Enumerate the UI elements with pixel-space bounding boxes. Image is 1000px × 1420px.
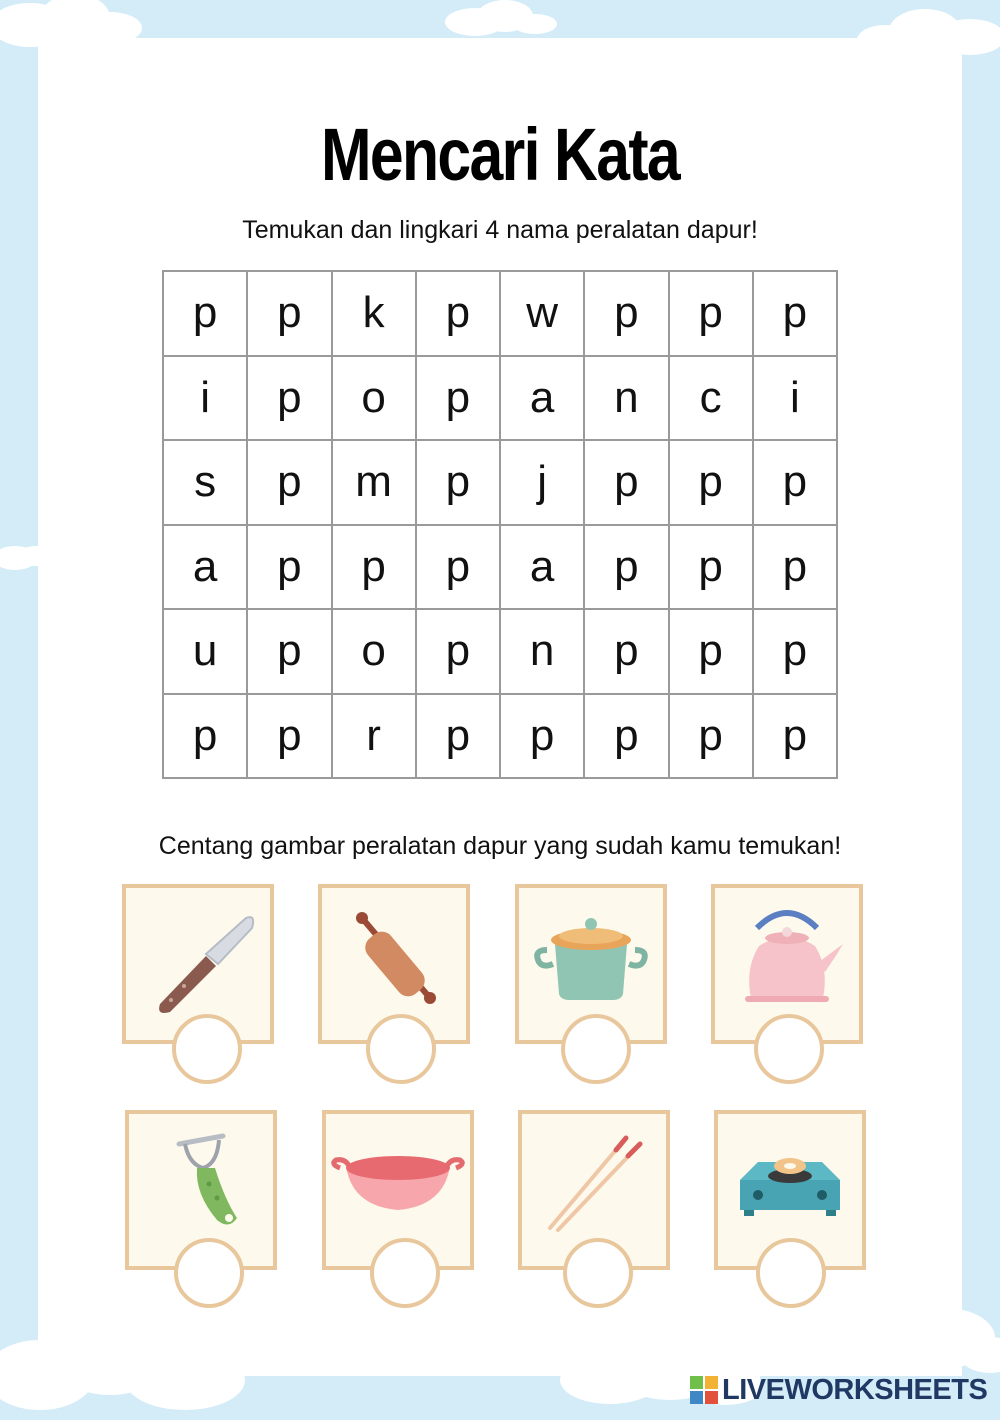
cloud-top-center-icon bbox=[440, 0, 560, 40]
find-instruction: Temukan dan lingkari 4 nama peralatan dapur! bbox=[242, 216, 758, 244]
grid-cell[interactable]: n bbox=[585, 357, 669, 442]
checkbox-kettle[interactable] bbox=[754, 1014, 824, 1084]
checkbox-wok[interactable] bbox=[370, 1238, 440, 1308]
grid-cell[interactable]: a bbox=[501, 357, 585, 442]
grid-cell[interactable]: p bbox=[585, 441, 669, 526]
rolling-pin-icon bbox=[322, 888, 466, 1018]
grid-cell[interactable]: p bbox=[248, 357, 332, 442]
liveworksheets-logo bbox=[690, 1372, 990, 1408]
grid-cell[interactable]: i bbox=[754, 357, 838, 442]
grid-cell[interactable]: p bbox=[585, 272, 669, 357]
grid-cell[interactable]: p bbox=[333, 526, 417, 611]
grid-cell[interactable]: c bbox=[670, 357, 754, 442]
cloud-top-right-icon bbox=[855, 5, 1000, 60]
grid-cell[interactable]: p bbox=[670, 441, 754, 526]
grid-cell[interactable]: u bbox=[164, 610, 248, 695]
grid-cell[interactable]: p bbox=[417, 272, 501, 357]
grid-cell[interactable]: n bbox=[501, 610, 585, 695]
checkbox-cooking-pot[interactable] bbox=[561, 1014, 631, 1084]
grid-cell[interactable]: p bbox=[164, 695, 248, 780]
checkbox-knife[interactable] bbox=[172, 1014, 242, 1084]
cooking-pot-icon bbox=[519, 888, 663, 1018]
grid-cell[interactable]: p bbox=[754, 695, 838, 780]
wok-icon bbox=[326, 1114, 470, 1244]
cloud-top-left-icon bbox=[0, 0, 150, 50]
grid-cell[interactable]: w bbox=[501, 272, 585, 357]
grid-cell[interactable]: a bbox=[501, 526, 585, 611]
grid-cell[interactable]: p bbox=[417, 695, 501, 780]
grid-cell[interactable]: o bbox=[333, 610, 417, 695]
grid-cell[interactable]: p bbox=[585, 610, 669, 695]
grid-cell[interactable]: a bbox=[164, 526, 248, 611]
grid-cell[interactable]: p bbox=[417, 357, 501, 442]
liveworksheets-logo-icon bbox=[690, 1376, 718, 1404]
grid-cell[interactable]: p bbox=[670, 695, 754, 780]
grid-cell[interactable]: s bbox=[164, 441, 248, 526]
grid-cell[interactable]: p bbox=[417, 441, 501, 526]
checkbox-peeler[interactable] bbox=[174, 1238, 244, 1308]
grid-cell[interactable]: i bbox=[164, 357, 248, 442]
grid-cell[interactable]: p bbox=[754, 441, 838, 526]
brand-name: LIVEWORKSHEETS bbox=[722, 1373, 988, 1406]
grid-cell[interactable]: o bbox=[333, 357, 417, 442]
word-search-grid bbox=[162, 270, 838, 779]
chopsticks-icon bbox=[522, 1114, 666, 1244]
checkbox-rolling-pin[interactable] bbox=[366, 1014, 436, 1084]
grid-cell[interactable]: m bbox=[333, 441, 417, 526]
grid-cell[interactable]: p bbox=[248, 695, 332, 780]
grid-cell[interactable]: p bbox=[670, 610, 754, 695]
grid-cell[interactable]: p bbox=[248, 441, 332, 526]
checkbox-chopsticks[interactable] bbox=[563, 1238, 633, 1308]
grid-cell[interactable]: p bbox=[248, 526, 332, 611]
peeler-icon bbox=[129, 1114, 273, 1244]
grid-cell[interactable]: k bbox=[333, 272, 417, 357]
grid-cell[interactable]: p bbox=[670, 272, 754, 357]
grid-cell[interactable]: r bbox=[333, 695, 417, 780]
grid-cell[interactable]: p bbox=[585, 695, 669, 780]
grid-cell[interactable]: j bbox=[501, 441, 585, 526]
cloud-bottom-left-icon bbox=[0, 1300, 250, 1420]
grid-cell[interactable]: p bbox=[417, 526, 501, 611]
grid-cell[interactable]: p bbox=[164, 272, 248, 357]
grid-cell[interactable]: p bbox=[754, 526, 838, 611]
grid-cell[interactable]: p bbox=[417, 610, 501, 695]
page-title: Mencari Kata bbox=[320, 113, 680, 196]
cloud-left-icon bbox=[0, 538, 55, 573]
grid-cell[interactable]: p bbox=[585, 526, 669, 611]
checkbox-gas-stove[interactable] bbox=[756, 1238, 826, 1308]
grid-cell[interactable]: p bbox=[754, 272, 838, 357]
grid-cell[interactable]: p bbox=[248, 610, 332, 695]
grid-cell[interactable]: p bbox=[501, 695, 585, 780]
knife-icon bbox=[126, 888, 270, 1018]
cloud-bottom-right-icon bbox=[840, 1300, 1000, 1380]
grid-cell[interactable]: p bbox=[248, 272, 332, 357]
grid-cell[interactable]: p bbox=[670, 526, 754, 611]
kettle-icon bbox=[715, 888, 859, 1018]
gas-stove-icon bbox=[718, 1114, 862, 1244]
check-instruction: Centang gambar peralatan dapur yang sudah kamu temukan! bbox=[158, 832, 842, 860]
grid-cell[interactable]: p bbox=[754, 610, 838, 695]
